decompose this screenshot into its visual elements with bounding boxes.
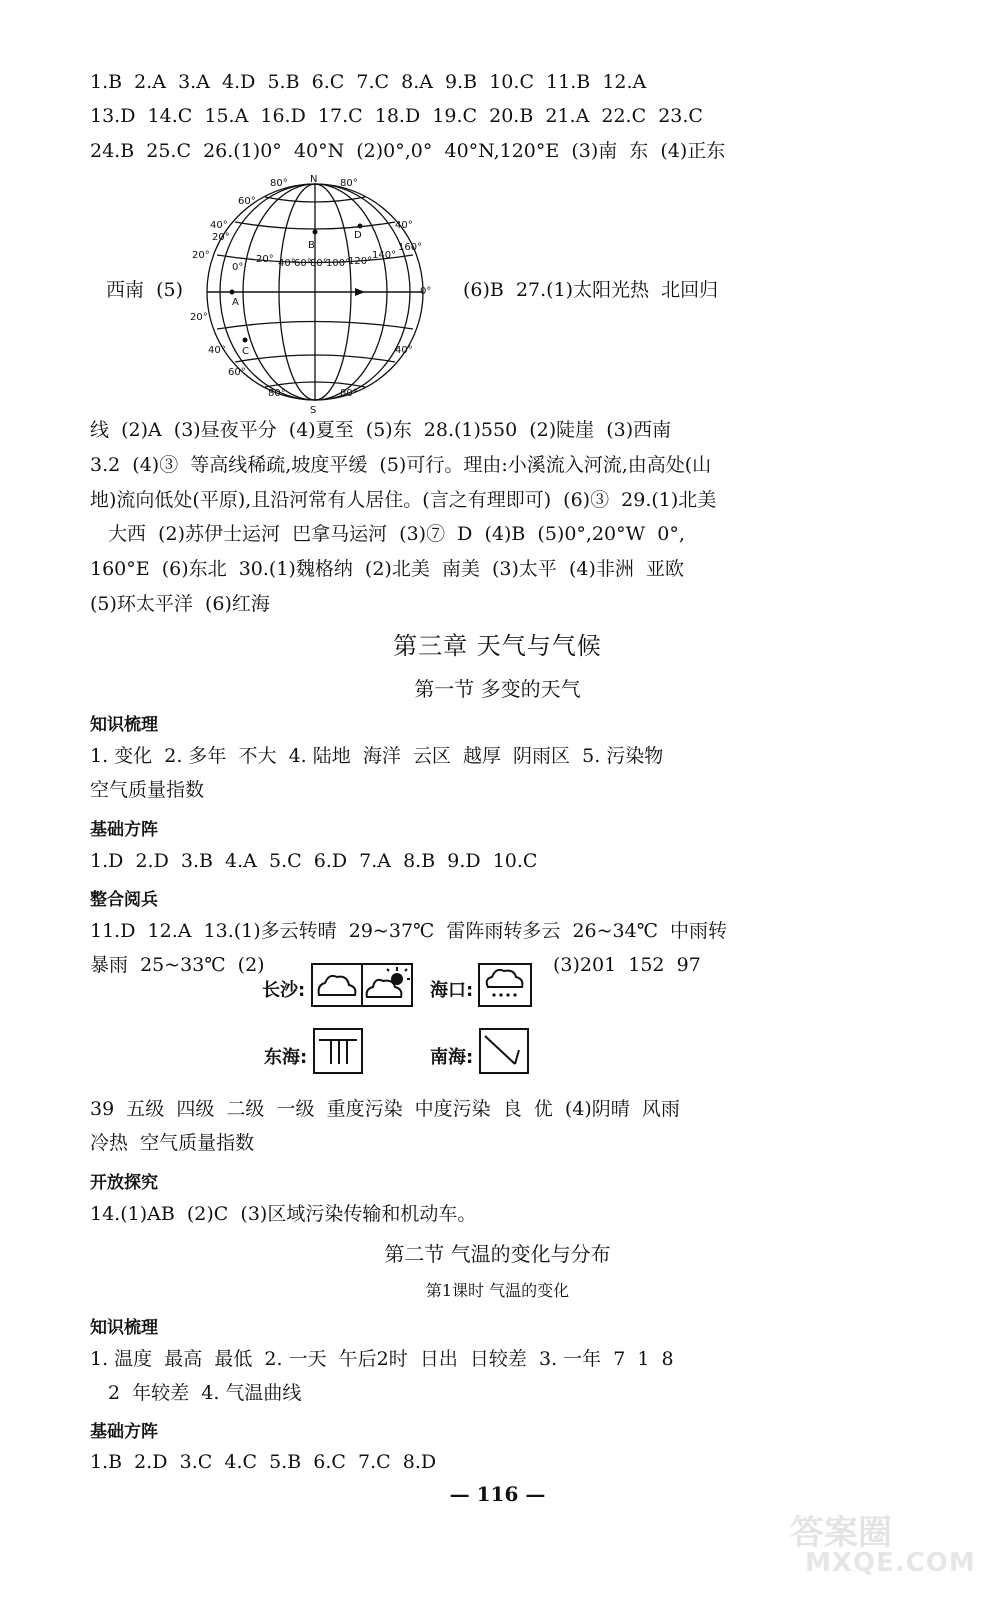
label-haikou: 海口: [430, 980, 474, 1001]
answer-line-3: 24.B 25.C 26.(1)0° 40°N (2)0°,0° 40°N,120°E (3)南 东 (4)正东 [90, 140, 726, 162]
basic-line-1: 1.D 2.D 3.B 4.A 5.C 6.D 7.A 8.B 9.D 10.C [90, 850, 538, 872]
lon-label: 20° [256, 254, 274, 265]
basic-line-2: 1.B 2.D 3.C 4.C 5.B 6.C 7.C 8.D [90, 1451, 437, 1473]
rain-symbol [478, 963, 532, 1007]
globe-diagram [190, 170, 440, 415]
integrate-line-2-left: 暴雨 25~33℃ (2) [90, 954, 265, 976]
answer-line-6: 3.2 (4)③ 等高线稀疏,坡度平缓 (5)可行。理由:小溪流入河流,由高处(山 [90, 454, 712, 476]
point-C: C [242, 346, 249, 357]
section2-subtitle: 第1课时 气温的变化 [425, 1281, 570, 1300]
knowledge-line-1: 1. 变化 2. 多年 不大 4. 陆地 海洋 云区 越厚 阴雨区 5. 污染物 [90, 745, 664, 767]
south-label: S [310, 405, 317, 415]
answer-line-9: 160°E (6)东北 30.(1)魏格纳 (2)北美 南美 (3)太平 (4)非洲 亚欧 [90, 558, 684, 580]
knowledge-line-3: 1. 温度 最高 最低 2. 一天 午后2时 日出 日较差 3. 一年 7 1 8 [90, 1348, 674, 1370]
wind-flag-icon [481, 1030, 527, 1072]
answer-line-5: 线 (2)A (3)昼夜平分 (4)夏至 (5)东 28.(1)550 (2)陡崖 (3)西南 [90, 419, 672, 441]
integrate-line-3: 39 五级 四级 二级 一级 重度污染 中度污染 良 优 (4)阴晴 风雨 [90, 1098, 680, 1120]
lat-label: 60° [238, 196, 256, 207]
north-label: N [310, 174, 318, 185]
lon-label: 40° [278, 258, 296, 269]
watermark-logo: 答案圈 [790, 1513, 892, 1553]
point-B: B [308, 240, 315, 251]
lon-label: 60° [294, 258, 312, 269]
sun-cloud-icon [363, 965, 411, 1005]
section2-title: 第二节 气温的变化与分布 [384, 1242, 611, 1266]
heading-knowledge: 知识梳理 [90, 715, 158, 735]
lon-label: 80° [310, 258, 328, 269]
lon-label: 140° [372, 250, 397, 261]
chapter-title: 第三章 天气与气候 [393, 632, 602, 660]
label-nanhai: 南海: [430, 1047, 474, 1068]
open-line-1: 14.(1)AB (2)C (3)区域污染传输和机动车。 [90, 1203, 477, 1225]
lat-label: 80° [268, 388, 286, 399]
answer-line-4-left: 西南 (5) [106, 279, 183, 301]
answer-line-10: (5)环太平洋 (6)红海 [90, 593, 270, 615]
point-A: A [232, 297, 239, 308]
wind-symbol-south-sea [479, 1028, 529, 1074]
lon-label: 120° [348, 256, 373, 267]
lat-label: 40° [210, 220, 228, 231]
lat-label: 20° [212, 232, 230, 243]
cloud-icon [313, 965, 361, 1005]
heading-basic-2: 基础方阵 [90, 1422, 158, 1442]
knowledge-line-4: 2 年较差 4. 气温曲线 [108, 1382, 302, 1404]
lat-label: 0° [420, 286, 432, 297]
page-number: — 116 — [449, 1482, 546, 1506]
integrate-line-4: 冷热 空气质量指数 [90, 1132, 255, 1154]
lat-label: 40° [208, 345, 226, 356]
heading-open: 开放探究 [90, 1173, 158, 1193]
lat-label: 20° [190, 312, 208, 323]
lat-label: 40° [395, 220, 413, 231]
lat-label: 80° [340, 388, 358, 399]
label-changsha: 长沙: [262, 980, 306, 1001]
cloudy-symbol [311, 963, 363, 1007]
watermark-url: MXQE.COM [805, 1548, 976, 1578]
integrate-line-1: 11.D 12.A 13.(1)多云转晴 29~37℃ 雷阵雨转多云 26~34℃ 中雨转 [90, 920, 728, 942]
lat-label: 40° [395, 345, 413, 356]
heading-basic: 基础方阵 [90, 820, 158, 840]
lon-label: 160° [398, 242, 423, 253]
knowledge-line-2: 空气质量指数 [90, 779, 205, 801]
section-title: 第一节 多变的天气 [414, 677, 581, 701]
lon-label: 100° [326, 258, 351, 269]
answer-line-2: 13.D 14.C 15.A 16.D 17.C 18.D 19.C 20.B 21.A 22.C 23.C [90, 105, 703, 127]
lat-label: 80° [340, 178, 358, 189]
answer-line-1: 1.B 2.A 3.A 4.D 5.B 6.C 7.C 8.A 9.B 10.C 11.B 12.A [90, 71, 647, 93]
point-D: D [354, 230, 362, 241]
answer-line-8: 大西 (2)苏伊士运河 巴拿马运河 (3)⑦ D (4)B (5)0°,20°W 0°, [108, 523, 685, 545]
label-donghai: 东海: [264, 1047, 308, 1068]
answer-line-7: 地)流向低处(平原),且沿河常有人居住。(言之有理即可) (6)③ 29.(1)北美 [90, 489, 717, 511]
integrate-line-2-right: (3)201 152 97 [553, 954, 701, 976]
lat-label: 80° [270, 178, 288, 189]
rain-cloud-icon [480, 965, 530, 1005]
heading-integrate: 整合阅兵 [90, 890, 158, 910]
lat-label: 60° [228, 367, 246, 378]
partly-cloudy-symbol [361, 963, 413, 1007]
lon-label: 0° [232, 262, 244, 273]
lat-label: 20° [192, 250, 210, 261]
answer-line-4-right: (6)B 27.(1)太阳光热 北回归 [463, 279, 719, 301]
wind-barb-icon [315, 1030, 361, 1072]
wind-symbol-east-sea [313, 1028, 363, 1074]
heading-knowledge-2: 知识梳理 [90, 1318, 158, 1338]
